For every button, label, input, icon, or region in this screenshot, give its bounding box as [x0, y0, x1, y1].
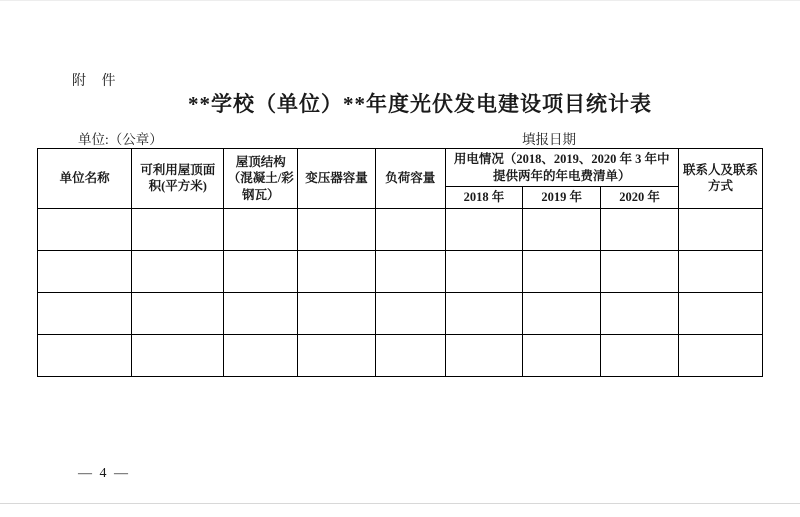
table-body [38, 208, 763, 376]
cell-contact[interactable] [678, 208, 762, 250]
cell-year-2018[interactable] [445, 208, 523, 250]
header-transformer-capacity: 变压器容量 [298, 149, 376, 209]
cell-transformer-capacity[interactable] [298, 250, 376, 292]
header-year-2018: 2018 年 [445, 187, 523, 209]
table-row[interactable] [38, 250, 763, 292]
cell-load-capacity[interactable] [375, 334, 445, 376]
cell-year-2018[interactable] [445, 250, 523, 292]
cell-load-capacity[interactable] [375, 208, 445, 250]
cell-year-2020[interactable] [601, 208, 679, 250]
unit-seal-label: 单位:（公章） [78, 132, 163, 147]
cell-contact[interactable] [678, 292, 762, 334]
cell-roof-area[interactable] [132, 292, 224, 334]
cell-year-2020[interactable] [601, 292, 679, 334]
cell-roof-structure[interactable] [224, 292, 298, 334]
header-contact: 联系人及联系方式 [678, 149, 762, 209]
cell-year-2018[interactable] [445, 292, 523, 334]
fill-date-label: 填报日期 [522, 132, 576, 147]
header-roof-structure: 屋顶结构（混凝土/彩钢瓦） [224, 149, 298, 209]
cell-roof-structure[interactable] [224, 334, 298, 376]
table-row[interactable] [38, 334, 763, 376]
scan-edge-top [0, 0, 800, 1]
scan-edge-bottom [0, 503, 800, 504]
cell-roof-structure[interactable] [224, 250, 298, 292]
statistics-table [37, 148, 763, 377]
cell-unit-name[interactable] [38, 292, 132, 334]
table-row[interactable] [38, 208, 763, 250]
cell-contact[interactable] [678, 334, 762, 376]
cell-transformer-capacity[interactable] [298, 208, 376, 250]
header-load-capacity: 负荷容量 [375, 149, 445, 209]
header-unit-name: 单位名称 [38, 149, 132, 209]
cell-year-2020[interactable] [601, 334, 679, 376]
cell-load-capacity[interactable] [375, 250, 445, 292]
page-number: — 4 — [78, 466, 130, 481]
cell-roof-area[interactable] [132, 334, 224, 376]
cell-transformer-capacity[interactable] [298, 292, 376, 334]
attachment-label: 附 件 [72, 74, 122, 89]
cell-transformer-capacity[interactable] [298, 334, 376, 376]
header-year-2019: 2019 年 [523, 187, 601, 209]
cell-year-2019[interactable] [523, 250, 601, 292]
page-title: **学校（单位）**年度光伏发电建设项目统计表 [188, 92, 652, 116]
cell-roof-structure[interactable] [224, 208, 298, 250]
cell-load-capacity[interactable] [375, 292, 445, 334]
header-roof-area: 可利用屋顶面积(平方米) [132, 149, 224, 209]
cell-unit-name[interactable] [38, 334, 132, 376]
header-year-2020: 2020 年 [601, 187, 679, 209]
cell-roof-area[interactable] [132, 250, 224, 292]
cell-year-2019[interactable] [523, 334, 601, 376]
cell-unit-name[interactable] [38, 208, 132, 250]
cell-year-2019[interactable] [523, 292, 601, 334]
cell-year-2020[interactable] [601, 250, 679, 292]
cell-year-2018[interactable] [445, 334, 523, 376]
cell-year-2019[interactable] [523, 208, 601, 250]
cell-contact[interactable] [678, 250, 762, 292]
cell-roof-area[interactable] [132, 208, 224, 250]
table-header-row-1 [38, 149, 763, 187]
cell-unit-name[interactable] [38, 250, 132, 292]
table-row[interactable] [38, 292, 763, 334]
header-power-usage-group: 用电情况（2018、2019、2020 年 3 年中提供两年的年电费清单） [445, 149, 678, 187]
